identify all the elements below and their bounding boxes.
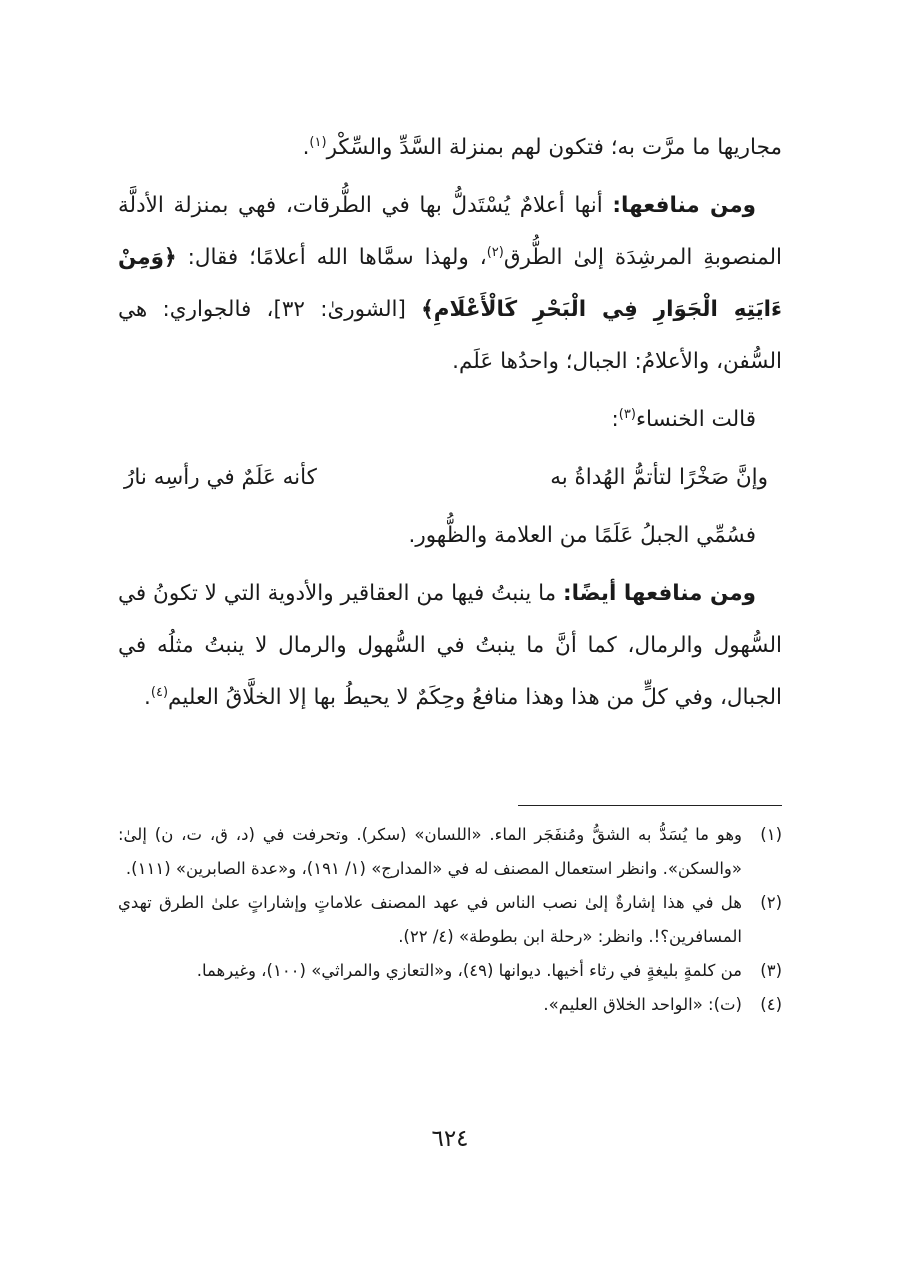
- section-lead: ومن منافعها أيضًا:: [563, 581, 756, 606]
- paragraph-text: ما ينبتُ فيها من العقاقير والأدوية التي لا تكونُ في السُّهول والرمال، كما أنَّ ما ينبتُ في السُّهول والرمال لا ينبتُ مثلُه في الجبال، وفي كلٍّ من هذا وهذا منافعُ وحِكَمٌ لا يحيطُ بها إلا الخلَّاقُ العليم: [118, 581, 782, 710]
- verse-first-hemistich: وإنَّ صَخْرًا لتأتمُّ الهُداةُ به: [550, 465, 768, 490]
- punctuation: .: [144, 685, 151, 710]
- footnote-3: [118, 954, 782, 988]
- paragraph-text: أنها أعلامٌ يُسْتَدلُّ بها في الطُّرقات، فهي بمنزلة الأدلَّة المنصوبةِ المرشِدَة إلىٰ الطُّرق: [118, 193, 782, 270]
- punctuation: .: [302, 135, 310, 160]
- footnote-number: (٣): [760, 961, 782, 980]
- footnote-text: (ت): «الواحد الخلاق العليم».: [543, 995, 742, 1014]
- paragraph-4: فسُمِّي الجبلُ عَلَمًا من العلامة والظُّهور.: [408, 523, 756, 548]
- footnotes: [118, 818, 782, 1022]
- paragraph-3: [118, 394, 782, 446]
- footnote-number: (٤): [760, 995, 782, 1014]
- paragraph-2: [118, 180, 782, 388]
- paragraph-5: [118, 568, 782, 724]
- paragraph-text: [الشورىٰ: ٣٢]، فالجواري: هي السُّفن، والأعلامُ: الجبال؛ واحدُها عَلَم.: [118, 297, 782, 374]
- paragraph-text: مجاريها ما مرَّت به؛ فتكون لهم بمنزلة السَّدِّ والسِّكْر: [326, 135, 782, 160]
- page-number: ٦٢٤: [431, 1126, 469, 1152]
- section-lead: ومن منافعها:: [612, 193, 757, 218]
- paragraph-1: [118, 122, 782, 174]
- footnote-ref-2[interactable]: (٢): [486, 244, 504, 260]
- footnote-ref-1[interactable]: (١): [309, 134, 327, 150]
- footnote-number: (٢): [760, 893, 782, 912]
- punctuation: :: [611, 407, 619, 432]
- footnote-ref-4[interactable]: (٤): [150, 684, 169, 700]
- paragraph-text: قالت الخنساء: [635, 407, 756, 432]
- footnote-1: [118, 818, 782, 886]
- footnote-4: [118, 988, 782, 1022]
- poem-verse: [118, 452, 782, 504]
- paragraph-text: ، ولهذا سمَّاها الله أعلامًا؛ فقال:: [176, 245, 487, 270]
- footnote-separator: [518, 805, 782, 806]
- footnote-2: [118, 886, 782, 954]
- footnote-ref-3[interactable]: (٣): [618, 406, 636, 422]
- main-text: [118, 122, 782, 724]
- footnote-text: هل في هذا إشارةٌ إلىٰ نصب الناس في عهد المصنف علاماتٍ وإشاراتٍ علىٰ الطرق تهدي المسافرين؟!. وانظر: «رحلة ابن بطوطة» (٤/ ٢٢).: [118, 893, 742, 946]
- verse-second-hemistich: كأنه عَلَمٌ في رأسِه نارُ: [124, 465, 317, 490]
- footnote-text: وهو ما يُسَدُّ به الشقُّ ومُنفَجَر الماء. «اللسان» (سكر). وتحرفت في (د، ق، ت، ن) إلىٰ: «والسكن». وانظر استعمال المصنف له في «المدارج» (١/ ١٩١)، و«عدة الصابرين» (١١١).: [118, 825, 742, 878]
- quran-verse: ﴿وَمِنْ ءَايَتِهِ الْجَوَارِ فِي الْبَحْرِ كَالْأَعْلَامِ﴾: [118, 245, 783, 322]
- footnote-text: من كلمةٍ بليغةٍ في رثاء أخيها. ديوانها (٤٩)، و«التعازي والمراثي» (١٠٠)، وغيرهما.: [196, 961, 742, 980]
- footnote-number: (١): [760, 825, 782, 844]
